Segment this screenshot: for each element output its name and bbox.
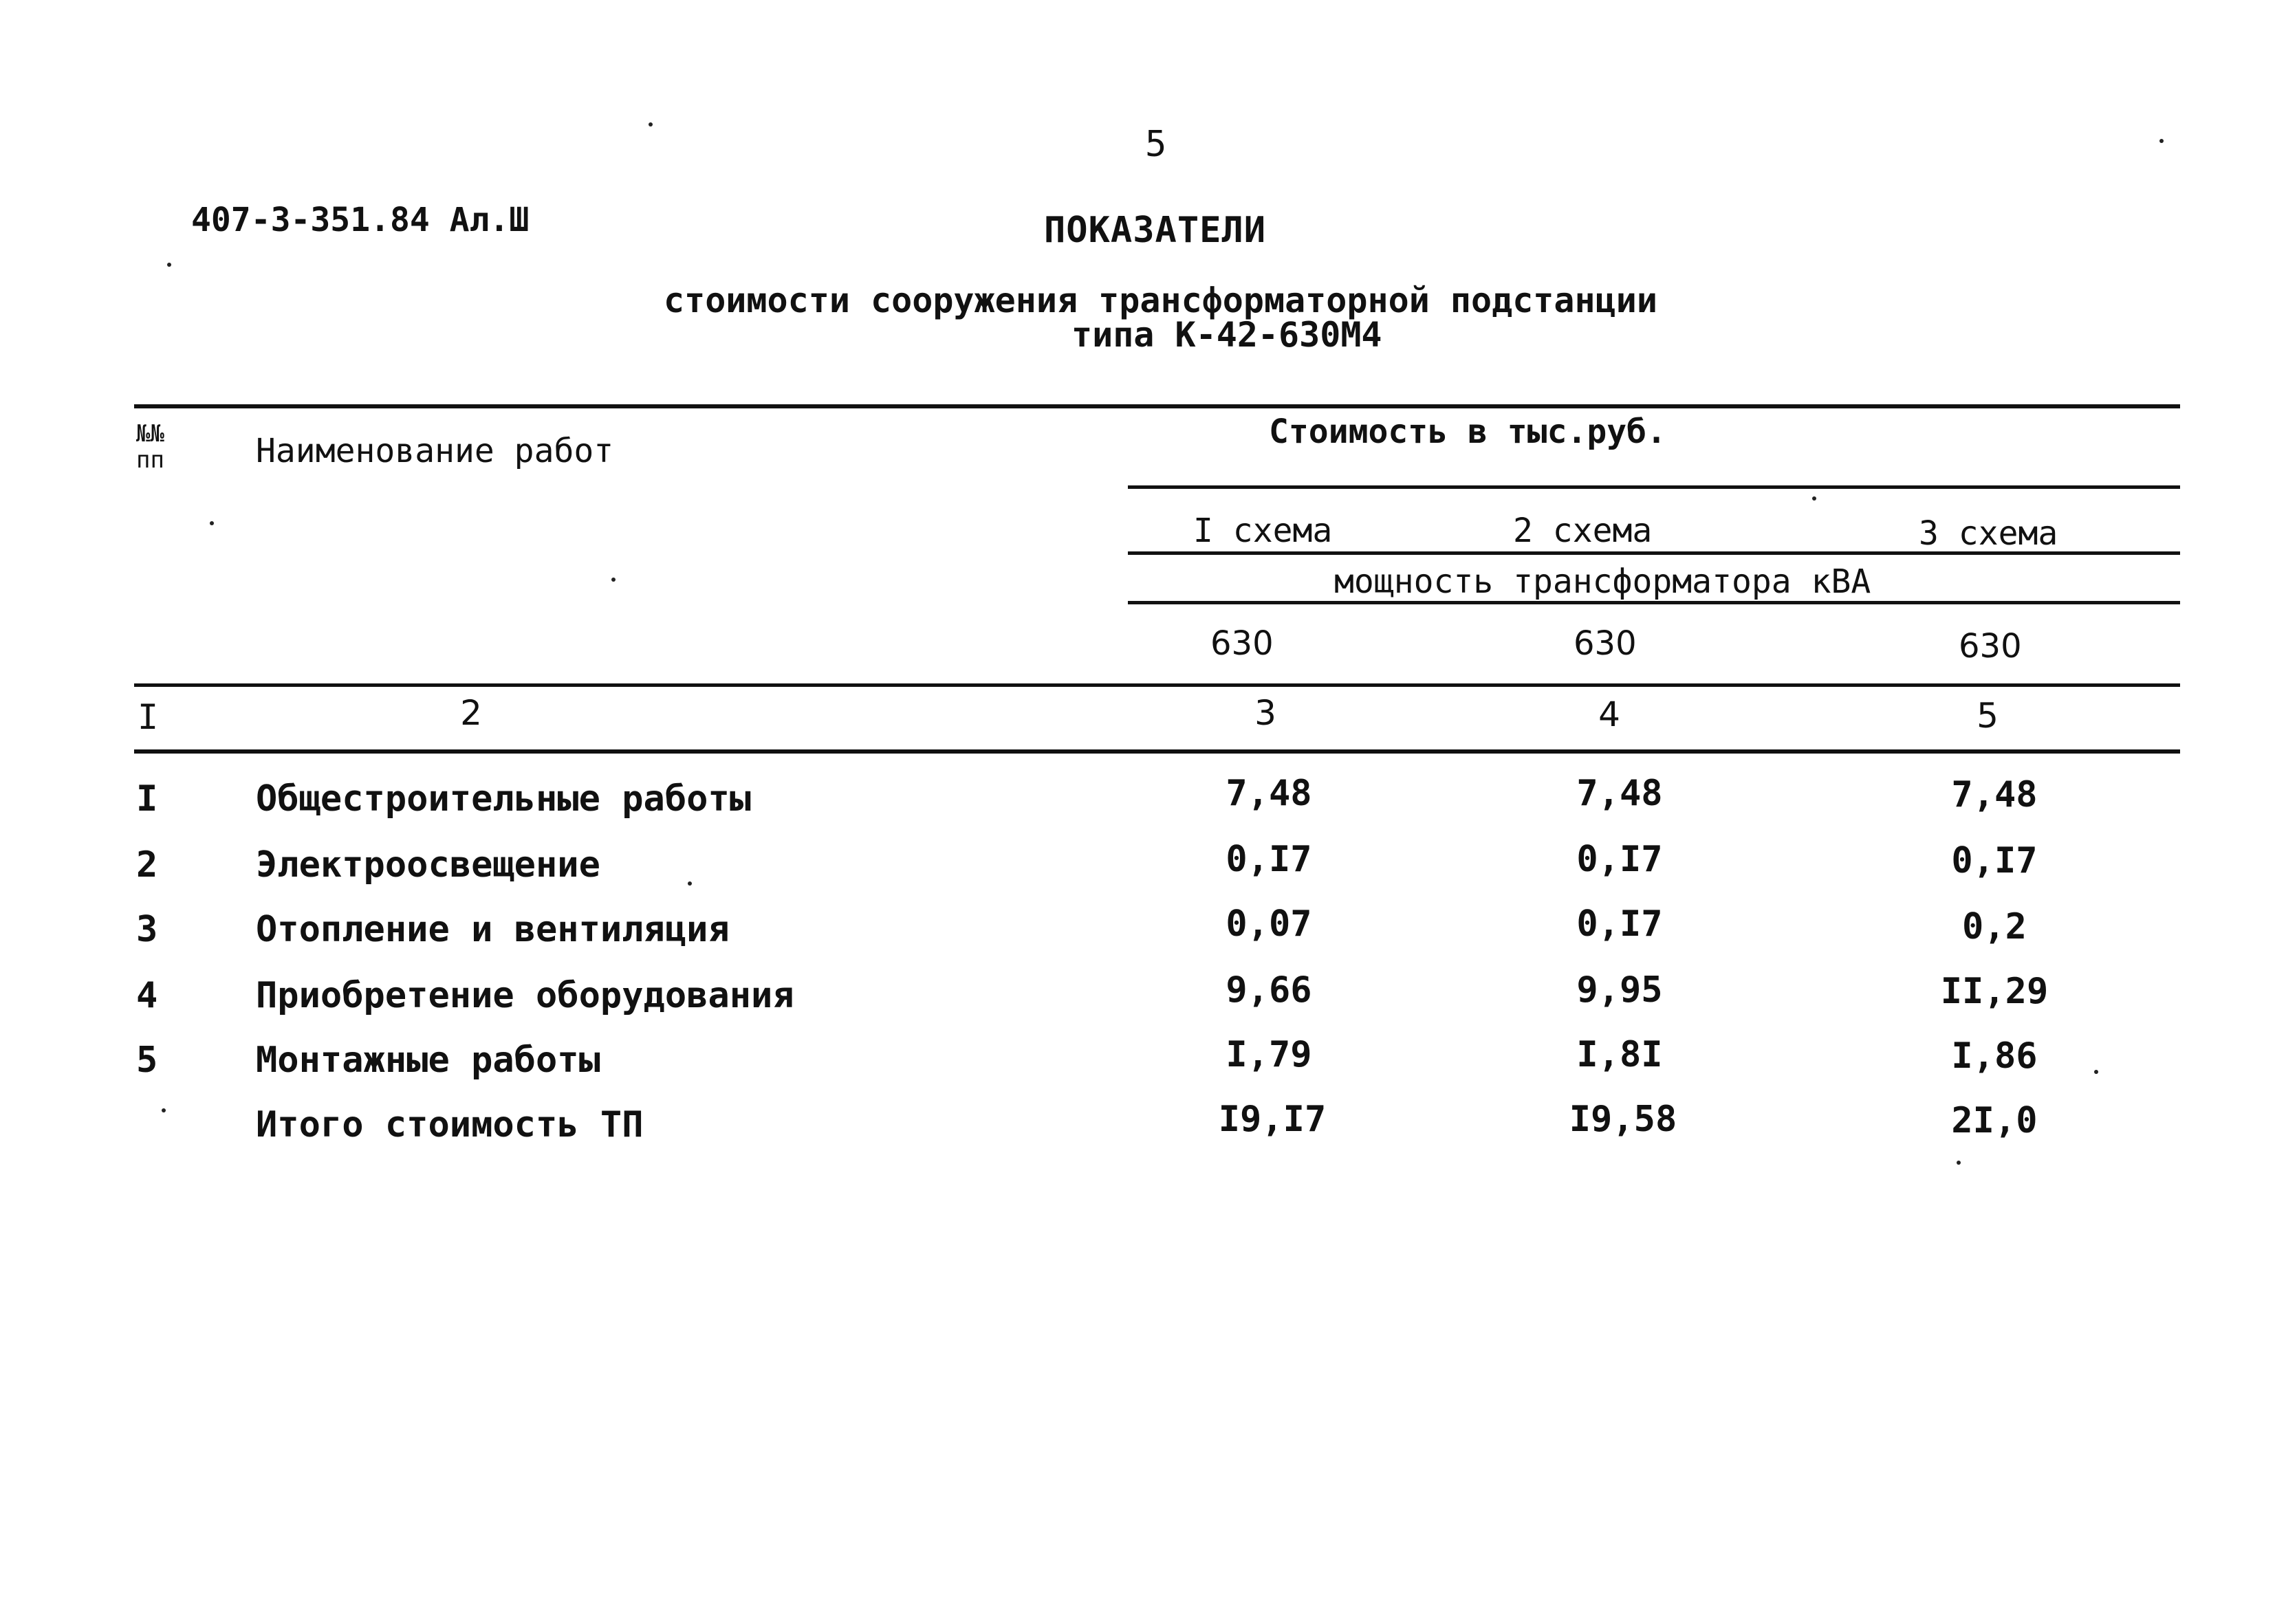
scheme-1-header: I схема [1193,512,1333,550]
cost-scheme-2: I,8I [1576,1034,1663,1075]
row-number: 3 [136,909,158,950]
scan-speck [2094,1070,2098,1074]
scan-speck [1812,496,1816,501]
row-number: 4 [136,975,158,1016]
work-name: Монтажные работы [256,1040,600,1081]
column-number-rule [134,749,2180,754]
work-name: Общестроительные работы [256,778,752,820]
subtitle-line-2: типа К-42-630М4 [1071,315,1382,355]
header-bottom-rule [134,683,2180,687]
cost-scheme-1: I9,I7 [1218,1099,1327,1140]
power-value-3: 630 [1959,627,2022,666]
page-number: 5 [1145,124,1167,165]
document-code: 407-3-351.84 Ал.Ш [191,201,530,239]
power-rule [1128,601,2180,604]
cost-scheme-1: I,79 [1226,1034,1312,1075]
scan-speck [210,521,214,525]
power-value-2: 630 [1574,624,1637,663]
scheme-3-header: 3 схема [1919,514,2058,553]
column-number-4: 4 [1598,694,1620,734]
scan-speck [2159,139,2164,143]
power-value-1: 630 [1210,624,1274,663]
work-name: Электроосвещение [256,844,600,886]
cost-scheme-1: 0,07 [1226,903,1312,945]
cost-scheme-1: 0,I7 [1226,839,1312,880]
column-number-3: 3 [1254,693,1276,733]
table-top-rule [134,404,2180,408]
work-name: Отопление и вентиляция [256,909,730,950]
work-name: Итого стоимость ТП [256,1104,644,1145]
cost-scheme-2: I9,58 [1569,1099,1677,1140]
column-number-5: 5 [1977,696,1999,736]
scan-speck [649,122,653,127]
column-number-1: I [137,697,159,737]
cost-scheme-3: 2I,0 [1951,1100,2038,1141]
row-number: I [136,778,158,820]
scan-speck [688,881,692,886]
cost-scheme-3: I,86 [1951,1035,2038,1077]
cost-header-rule [1128,485,2180,489]
work-name: Приобретение оборудования [256,975,794,1016]
row-number-header: №№ пп [136,420,164,474]
row-number: 2 [136,844,158,886]
cost-header: Стоимость в тыс.руб. [1269,413,1666,451]
subtitle-line-1: стоимости сооружения трансформаторной подстанции [664,281,1657,320]
cost-scheme-3: 7,48 [1951,774,2038,815]
cost-scheme-2: 9,95 [1576,969,1663,1011]
row-number: 5 [136,1040,158,1081]
column-number-2: 2 [460,693,482,733]
cost-scheme-1: 7,48 [1226,773,1312,814]
cost-scheme-3: II,29 [1940,971,2049,1012]
page-title: ПОКАЗАТЕЛИ [1044,210,1267,251]
power-header: мощность трансформатора кВА [1334,562,1871,601]
scheme-2-header: 2 схема [1513,512,1653,550]
cost-scheme-2: 7,48 [1576,773,1663,814]
scan-speck [167,263,171,267]
scan-speck [611,578,616,582]
cost-scheme-2: 0,I7 [1576,839,1663,880]
cost-scheme-1: 9,66 [1226,969,1312,1011]
work-name-header: Наименование работ [256,432,614,470]
cost-scheme-2: 0,I7 [1576,903,1663,945]
scan-speck [1957,1161,1961,1165]
cost-scheme-3: 0,I7 [1951,840,2038,881]
cost-scheme-3: 0,2 [1962,906,2027,947]
scan-speck [162,1108,166,1112]
